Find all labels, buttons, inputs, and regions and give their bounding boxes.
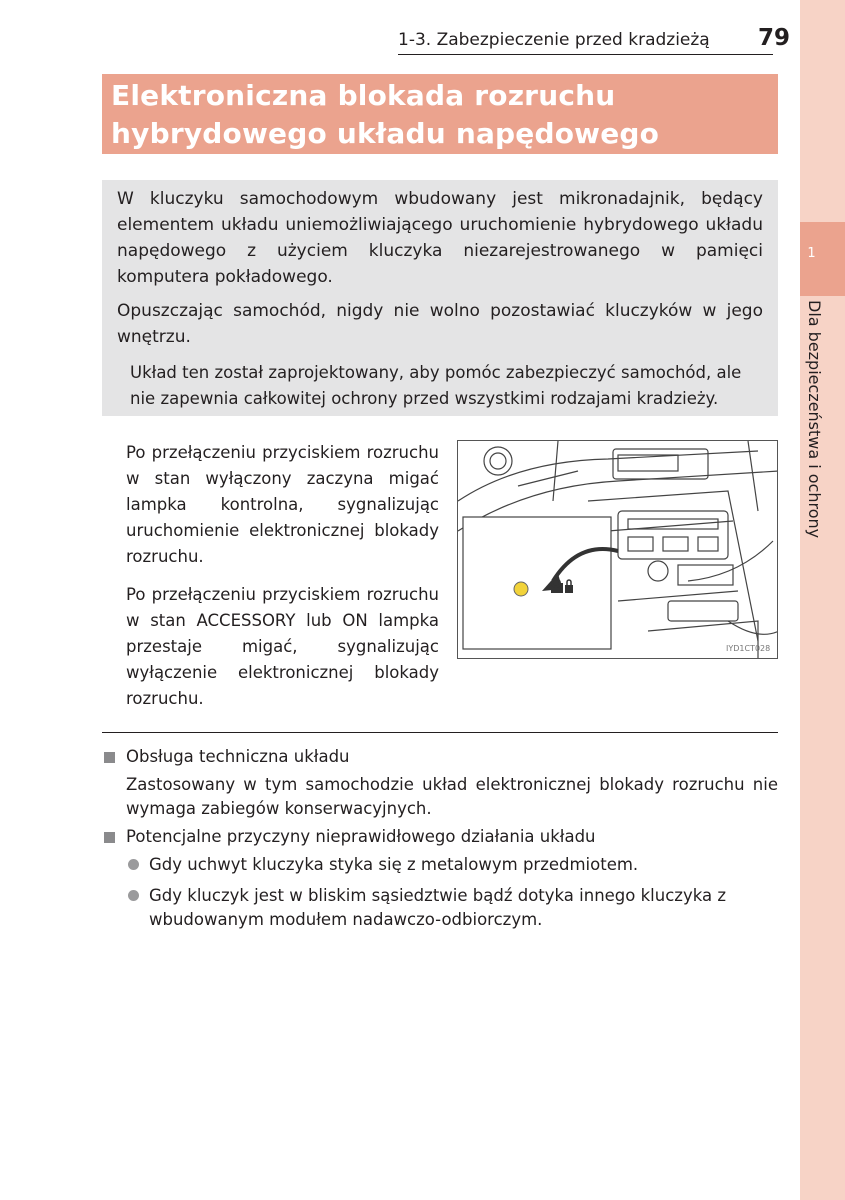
page-title-line1: Elektroniczna blokada rozruchu — [111, 79, 616, 112]
info-paragraph-1: W kluczyku samochodowym wbudowany jest mikronadajnik, będący elementem układu uniemożliwiającego uruchomienie hybrydowego układu napędowego z użyciem kluczyka niezarejestrowanego w pamięci komputera pokładowego. — [117, 189, 763, 287]
section-marker-icon — [104, 832, 115, 843]
section-heading-causes: Potencjalne przyczyny nieprawidłowego działania układu — [126, 827, 596, 846]
side-strip — [800, 0, 845, 1200]
info-box — [102, 180, 778, 416]
bullet-item: Gdy uchwyt kluczyka styka się z metalowym przedmiotem. — [149, 855, 639, 874]
indicator-light-icon — [514, 582, 528, 596]
section-divider — [102, 732, 778, 733]
section-header: 1-3. Zabezpieczenie przed kradzieżą — [398, 30, 710, 50]
info-paragraph-2: Opuszczając samochód, nigdy nie wolno pozostawiać kluczyków w jego wnętrzu. — [117, 301, 763, 347]
figure-code: IYD1CT028 — [726, 644, 771, 653]
dashboard-illustration — [457, 440, 778, 659]
page-number: 79 — [758, 25, 791, 51]
body-paragraph-1: Po przełączeniu przyciskiem rozruchu w stan wyłączony zaczyna migać lampka kontrolna, sygnalizując uruchomienie elektronicznej blokady rozruchu. — [126, 443, 439, 566]
chapter-tab[interactable] — [800, 222, 845, 296]
header-divider — [398, 54, 773, 55]
indicator-detail-inset — [463, 517, 611, 649]
body-paragraph-2: Po przełączeniu przyciskiem rozruchu w stan ACCESSORY lub ON lampka przestaje migać, sygnalizując wyłączenie elektronicznej blokady rozruchu. — [126, 585, 439, 708]
bullet-dot-icon — [128, 890, 139, 901]
page-title — [111, 77, 659, 153]
section-text-maintenance: Zastosowany w tym samochodzie układ elektronicznej blokady rozruchu nie wymaga zabiegów konserwacyjnych. — [126, 775, 778, 818]
bullet-item: Gdy kluczyk jest w bliskim sąsiedztwie bądź dotyka innego kluczyka z wbudowanym modułem nadawczo-odbiorczym. — [149, 886, 726, 929]
chapter-label: Dla bezpieczeństwa i ochrony — [805, 300, 824, 539]
section-heading-maintenance: Obsługa techniczna układu — [126, 747, 350, 766]
bullet-dot-icon — [128, 859, 139, 870]
page-title-line2: hybrydowego układu napędowego — [111, 117, 660, 150]
section-marker-icon — [104, 752, 115, 763]
chapter-number: 1 — [807, 246, 816, 261]
title-banner — [102, 74, 778, 154]
info-note: Układ ten został zaprojektowany, aby pomóc zabezpieczyć samochód, ale nie zapewnia całkowitej ochrony przed wszystkimi rodzajami kradzieży. — [130, 363, 742, 408]
dashboard-drawing — [458, 441, 778, 659]
